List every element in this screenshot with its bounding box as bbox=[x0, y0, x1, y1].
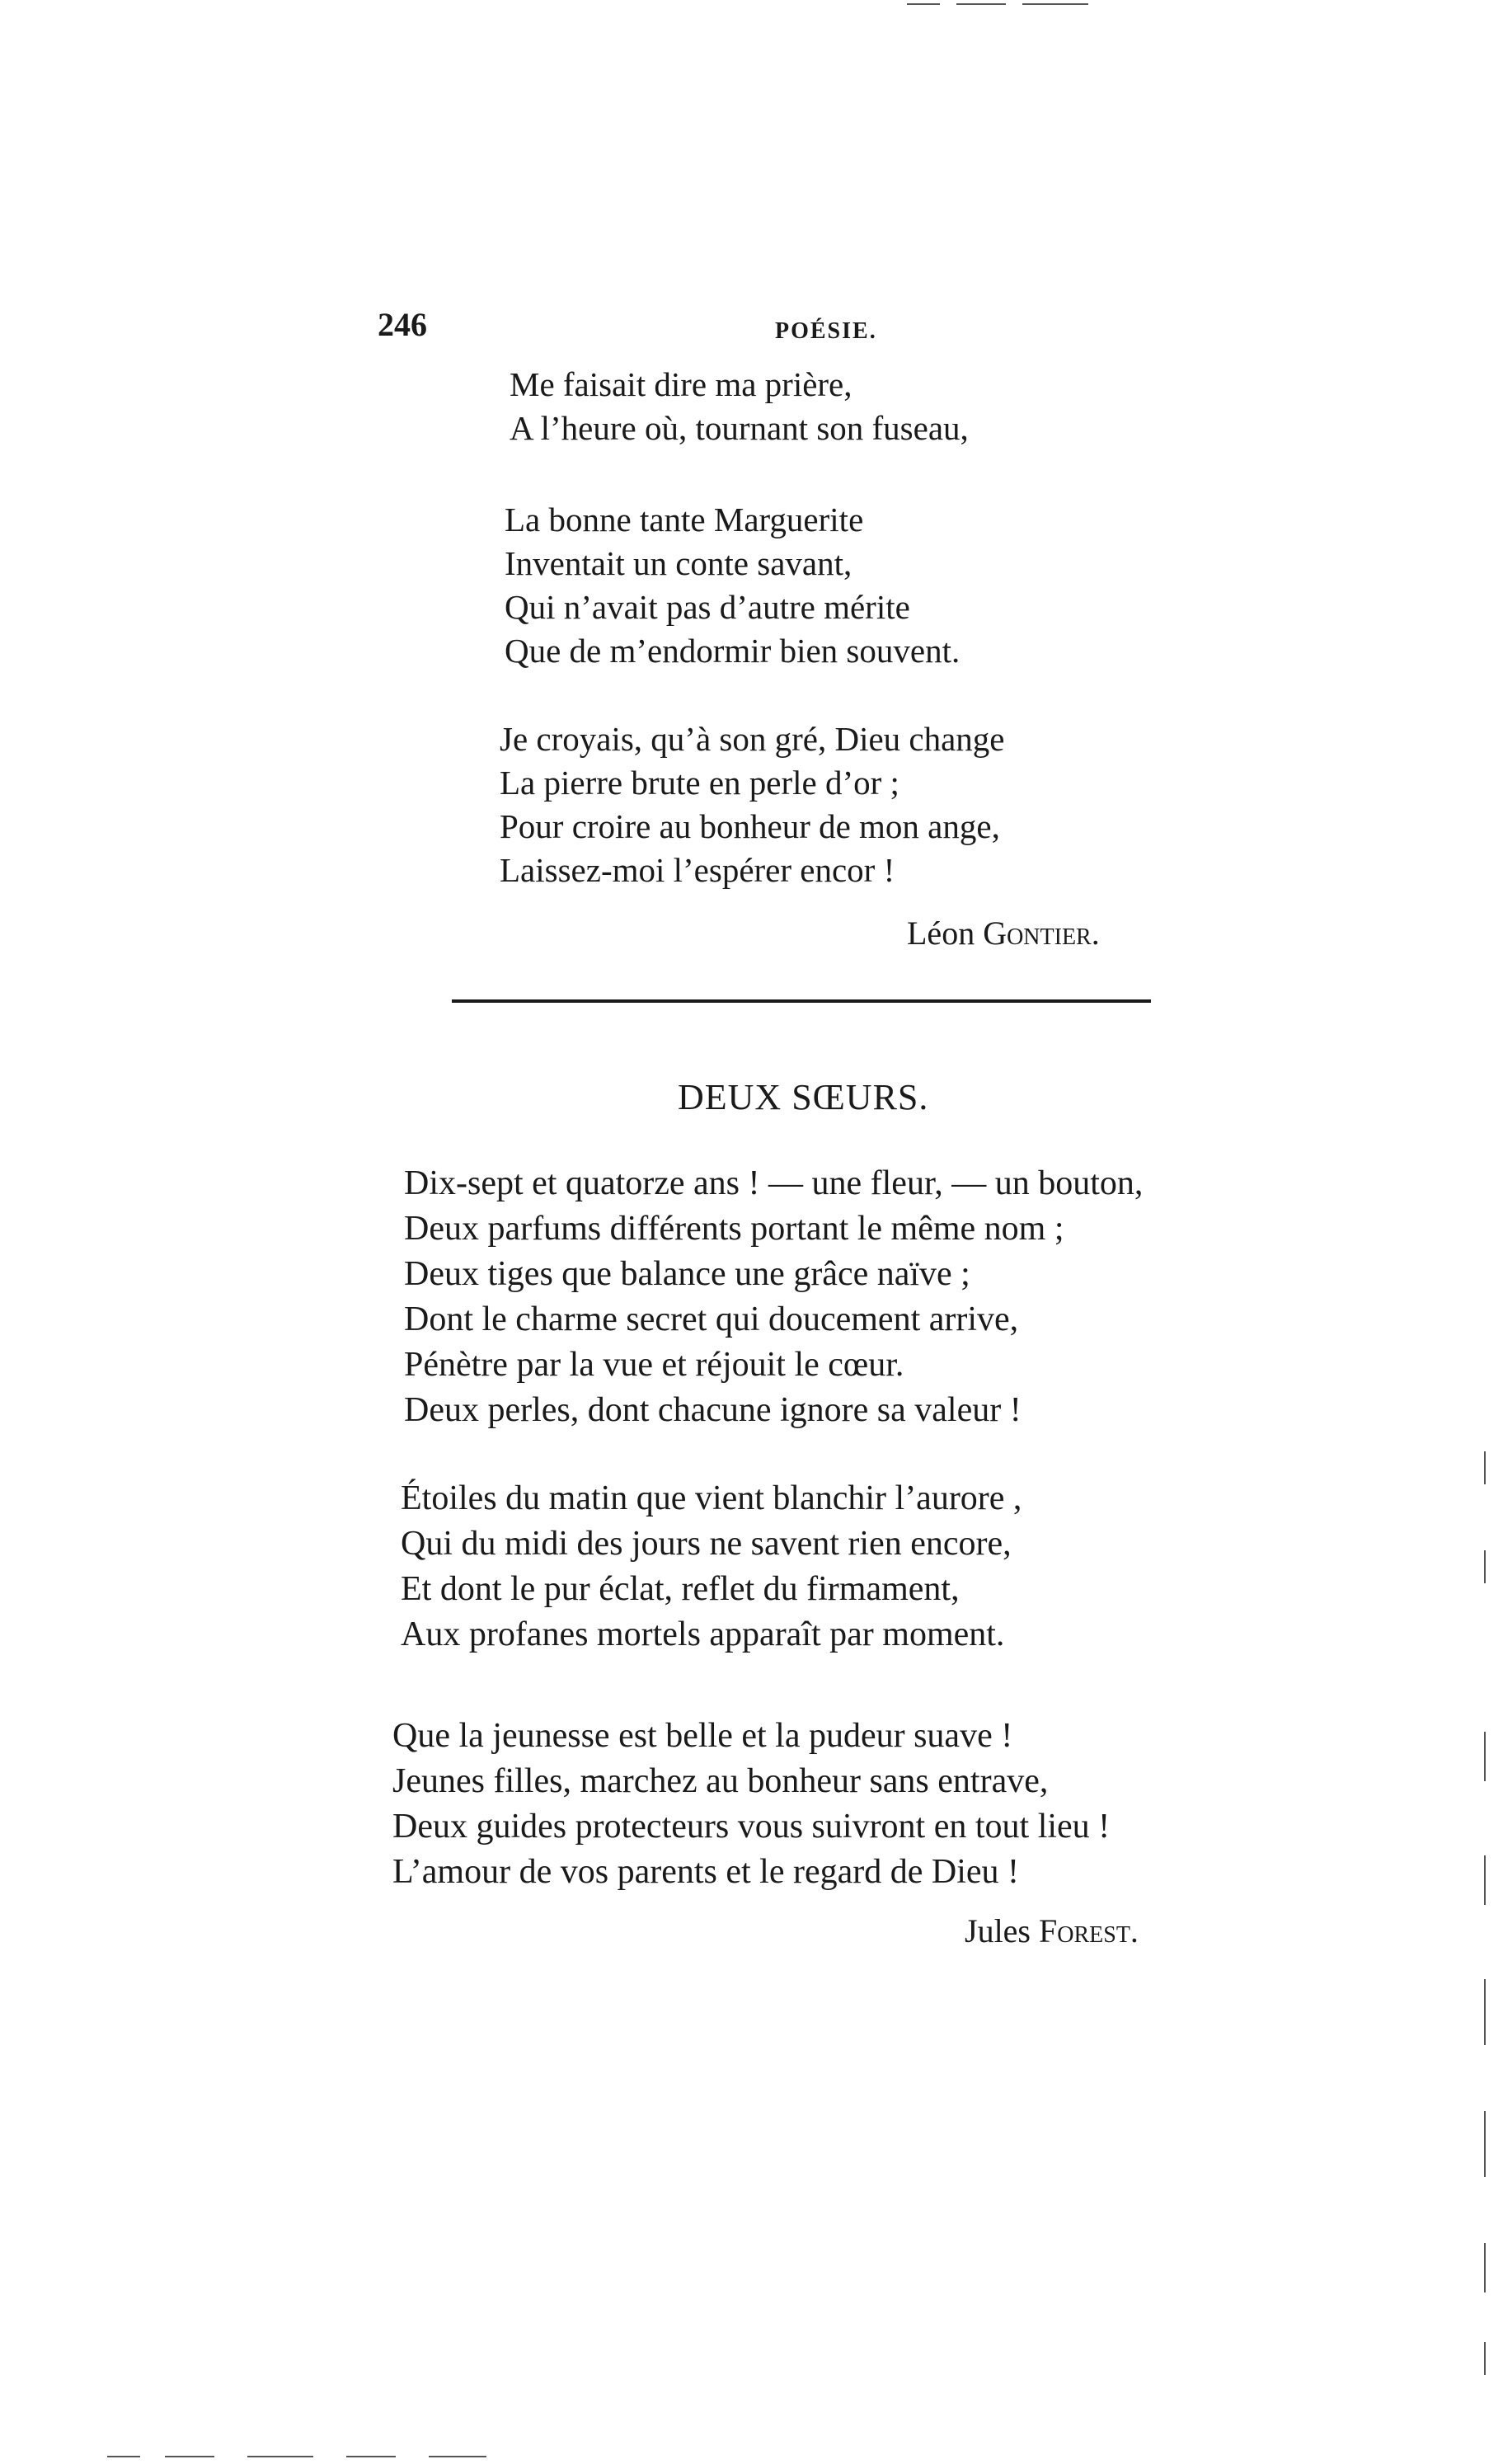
author-first-name: Léon bbox=[907, 915, 975, 952]
verse-line: Que de m’endormir bien souvent. bbox=[505, 632, 961, 670]
scan-artifact bbox=[1484, 1451, 1486, 1484]
verse-line: A l’heure où, tournant son fuseau, bbox=[510, 409, 969, 447]
verse-line: Pénètre par la vue et réjouit le cœur. bbox=[404, 1346, 904, 1384]
verse-line: Me faisait dire ma prière, bbox=[510, 365, 852, 403]
verse-line: Deux tiges que balance une grâce naïve ; bbox=[404, 1255, 970, 1293]
verse-line: Laissez-moi l’espérer encor ! bbox=[500, 851, 895, 889]
poem1-stanza-2 bbox=[505, 498, 960, 673]
verse-line: Qui du midi des jours ne savent rien encore, bbox=[401, 1525, 1012, 1563]
verse-line: La pierre brute en perle d’or ; bbox=[500, 764, 899, 802]
scan-artifact bbox=[1484, 1979, 1486, 2045]
scan-artifact bbox=[1484, 2111, 1486, 2177]
poem2-stanza-2 bbox=[401, 1476, 1022, 1658]
verse-line: Étoiles du matin que vient blanchir l’aurore , bbox=[401, 1479, 1022, 1517]
verse-line: Dix-sept et quatorze ans ! — une fleur, — un bouton, bbox=[404, 1164, 1144, 1202]
scan-artifact bbox=[1484, 1855, 1486, 1905]
poem1-stanza-1 bbox=[510, 363, 969, 450]
scan-artifact bbox=[907, 3, 940, 5]
verse-line: Qui n’avait pas d’autre mérite bbox=[505, 588, 910, 626]
author-first-name: Jules bbox=[965, 1912, 1031, 1949]
scan-artifact bbox=[346, 2456, 396, 2457]
verse-line: Que la jeunesse est belle et la pudeur suave ! bbox=[392, 1717, 1013, 1755]
verse-line: Je croyais, qu’à son gré, Dieu change bbox=[500, 720, 1005, 758]
author-last-name: Gontier. bbox=[983, 915, 1100, 952]
verse-line: Inventait un conte savant, bbox=[505, 544, 852, 582]
poem2-author bbox=[965, 1911, 1139, 1950]
section-divider bbox=[452, 999, 1151, 1003]
scan-artifact bbox=[1022, 3, 1088, 5]
verse-line: L’amour de vos parents et le regard de Dieu ! bbox=[392, 1853, 1019, 1891]
scan-artifact bbox=[956, 3, 1006, 5]
scan-artifact bbox=[165, 2456, 214, 2457]
verse-line: Deux parfums différents portant le même nom ; bbox=[404, 1210, 1064, 1248]
scan-artifact bbox=[247, 2456, 313, 2457]
scan-artifact bbox=[1484, 1550, 1486, 1583]
poem2-stanza-1 bbox=[404, 1161, 1143, 1433]
verse-line: Deux perles, dont chacune ignore sa valeur ! bbox=[404, 1391, 1022, 1429]
poem1-author bbox=[907, 914, 1100, 952]
scan-artifact bbox=[107, 2456, 140, 2457]
poem1-stanza-3 bbox=[500, 717, 1005, 892]
poem2-title: DEUX SŒURS. bbox=[678, 1077, 929, 1117]
verse-line: Dont le charme secret qui doucement arrive, bbox=[404, 1300, 1019, 1338]
verse-line: Pour croire au bonheur de mon ange, bbox=[500, 807, 1000, 845]
scan-artifact bbox=[1484, 2342, 1486, 2375]
verse-line: Aux profanes mortels apparaît par moment. bbox=[401, 1615, 1005, 1653]
scan-artifact bbox=[429, 2456, 486, 2457]
scan-artifact bbox=[1484, 2243, 1486, 2292]
verse-line: Et dont le pur éclat, reflet du firmament, bbox=[401, 1570, 960, 1608]
running-title: POÉSIE. bbox=[775, 318, 877, 344]
verse-line: Deux guides protecteurs vous suivront en tout lieu ! bbox=[392, 1808, 1111, 1846]
verse-line: La bonne tante Marguerite bbox=[505, 501, 864, 538]
author-last-name: Forest. bbox=[1039, 1912, 1139, 1949]
page-number: 246 bbox=[378, 306, 427, 343]
scan-artifact bbox=[1484, 1732, 1486, 1781]
poem2-stanza-3 bbox=[392, 1714, 1110, 1895]
verse-line: Jeunes filles, marchez au bonheur sans entrave, bbox=[392, 1762, 1049, 1800]
